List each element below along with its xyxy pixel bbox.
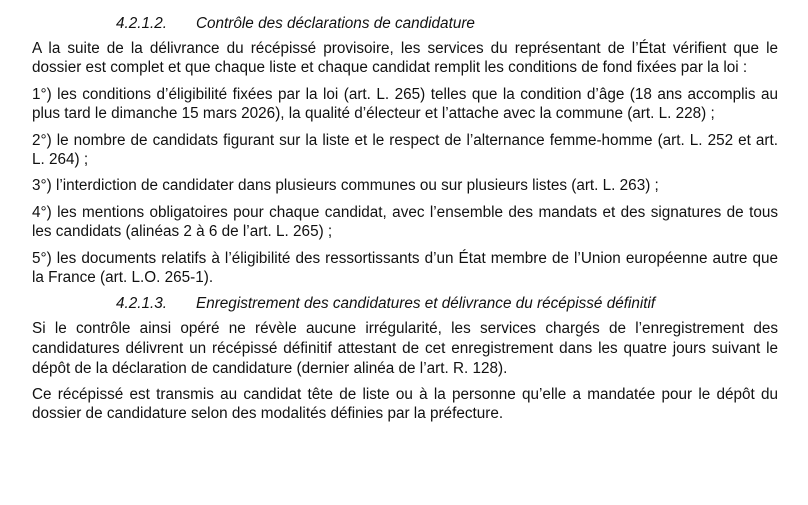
section-title: Contrôle des déclarations de candidature bbox=[196, 15, 475, 32]
section-number: 4.2.1.2. bbox=[116, 15, 168, 32]
section-number: 4.2.1.3. bbox=[116, 295, 168, 313]
body-paragraph: Si le contrôle ainsi opéré ne révèle aucune irrégularité, les services chargés de l’enregistrement des candidatures délivrent un récépissé définitif attestant de cet enregistrement dans les quatre jours suivant le dépôt de la déclaration de candidature (dernier alinéa de l’art. R. 128). bbox=[32, 320, 778, 377]
section-heading-controle bbox=[32, 14, 778, 34]
list-item: 5°) les documents relatifs à l’éligibilité des ressortissants d’un État membre de l’Union européenne autre que la France (art. L.O. 265-1). bbox=[32, 249, 778, 287]
section-heading-enregistrement bbox=[32, 294, 778, 314]
list-item: 3°) l’interdiction de candidater dans plusieurs communes ou sur plusieurs listes (art. L. 263) ; bbox=[32, 177, 659, 195]
body-paragraph: Ce récépissé est transmis au candidat tête de liste ou à la personne qu’elle a mandatée pour le dépôt du dossier de candidature selon des modalités définies par la préfecture. bbox=[32, 385, 778, 423]
list-item: 4°) les mentions obligatoires pour chaque candidat, avec l’ensemble des mandats et des signatures de tous les candidats (alinéas 2 à 6 de l’art. L. 265) ; bbox=[32, 203, 778, 241]
section-title: Enregistrement des candidatures et délivrance du récépissé définitif bbox=[196, 295, 656, 313]
list-item: 2°) le nombre de candidats figurant sur la liste et le respect de l’alternance femme-homme (art. L. 252 et art. L. 264) ; bbox=[32, 131, 778, 169]
section-intro-paragraph: A la suite de la délivrance du récépissé provisoire, les services du représentant de l’État vérifient que le dossier est complet et que chaque liste et chaque candidat remplit les conditions de fond fixées par la loi : bbox=[32, 39, 778, 77]
list-item: 1°) les conditions d’éligibilité fixées par la loi (art. L. 265) telles que la condition d’âge (18 ans accomplis au plus tard le dimanche 15 mars 2026), la qualité d’électeur et l’attache avec la commune (art. L. 228) ; bbox=[32, 85, 778, 123]
